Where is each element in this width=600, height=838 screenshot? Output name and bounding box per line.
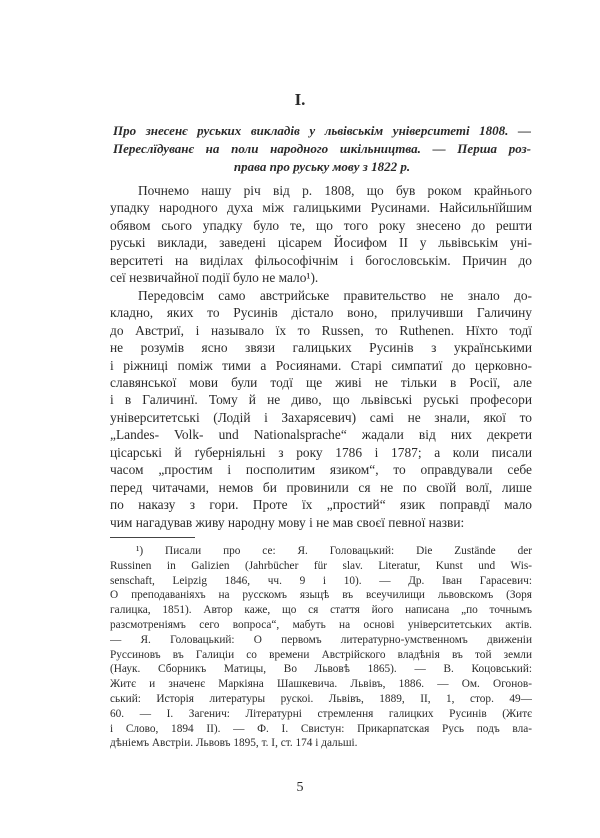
footnote-line: і Слово, 1894 II). — Ф. І. Свистун: Прикарпатская Русь подъ вла- xyxy=(110,722,532,735)
text-line: Передовсім само австрийське правительство не знало до- xyxy=(138,287,532,303)
paragraph xyxy=(110,182,532,287)
footnote-line: senschaft, Leipzig 1846, чч. 9 і 10). — Др. Іван Гарасевич: xyxy=(110,574,532,587)
text-line: до Австриї, і называло їх то Russen, то Ruthenen. Нїхто тодї xyxy=(110,322,532,338)
text-line: чим нагадував живу народну мову і не мав своєї певної назви: xyxy=(110,514,465,530)
paragraph xyxy=(110,287,532,531)
footnote-line: 60. — І. Загенич: Літературні стремлення галицких Русинів (Житє xyxy=(110,707,532,720)
footnote-line: разсмотреніямъ сего вопроса“, мабуть на основі університетських актів. xyxy=(110,618,532,631)
footnote-line: ський: Исторія литературы рускоі. Львівъ, 1889, II, 1, стор. 49— xyxy=(110,692,532,705)
chapter-number: I. xyxy=(294,90,306,109)
heading-line: Про знесенє руських викладів у львівськім університеті 1808. — xyxy=(113,123,531,138)
body-text xyxy=(110,182,532,531)
footnote-line: (Наук. Сборникъ Матицы, Во Львовѣ 1865). — В. Коцовський: xyxy=(110,663,532,676)
text-line: „Landes- Volk- und Nationalsprache“ жадали від них декрети xyxy=(110,427,532,443)
text-line: славянської мови були тодї ще живі не тільки в Росії, але xyxy=(110,374,532,390)
footnote-line: Russinen in Galizien (Jahrbücher für slav. Literatur, Kunst und Wis- xyxy=(110,559,532,572)
text-line: і в Галичинї. Тому й не диво, що львівські руські професори xyxy=(110,392,532,408)
text-line: руські виклади, заведені цісарем Йосифом II у львівськім уні- xyxy=(110,235,532,251)
footnote-line: Житє и значенє Маркіяна Шашкевича. Львівъ, 1886. — Ом. Огонов- xyxy=(110,678,532,691)
text-line: верситеті на виділах фільософічнім і богословськім. Причин до xyxy=(110,252,532,268)
text-line: університетські (Лодій і Захарясевич) самі не знали, якої то xyxy=(110,409,532,425)
heading-line: Переслїдуванє на поли народного шкільництва. — Перша роз- xyxy=(113,141,531,156)
page-number: 5 xyxy=(296,780,304,795)
footnote-line: дѣніемъ Австріи. Львовъ 1895, т. I, ст. 174 і дальші. xyxy=(110,737,358,750)
text-line: Почнемо нашу річ від р. 1808, що був роком крайнього xyxy=(138,183,532,198)
footnote-line: — Я. Головацький: О первомъ литературно-умственномъ движеніи xyxy=(110,633,532,646)
text-line: не розумів ясно звязи галицьких Русинів з українськими xyxy=(110,340,532,356)
text-line: цісарські й ґуберніяльні з року 1786 і 1787; а коли писали xyxy=(110,444,532,460)
text-line: перед читачами, немов би провинили ся не по своїй волї, лише xyxy=(110,479,532,495)
heading-line: права про руську мову з 1822 р. xyxy=(233,159,411,174)
footnote-line: ¹) Писали про се: Я. Головацький: Die Zustände der xyxy=(136,545,532,557)
footnote-divider xyxy=(110,537,195,538)
text-line: по наказу з гори. Проте їх „простий“ язик поправдї мало xyxy=(110,497,532,513)
text-line: і ріжниці поміж тими а Росиянами. Старі симпатиї до церковно- xyxy=(110,357,532,373)
text-line: кладно, яких то Русинів дістало воно, прилучивши Галичину xyxy=(110,305,532,321)
text-line: часом „простим і посполитим язиком“, то оправдували себе xyxy=(110,462,532,478)
text-line: обявом сього упадку було те, що того року знесено до решти xyxy=(110,217,532,233)
chapter-heading xyxy=(113,122,531,176)
text-line: сеї незвичайної події було не мало¹). xyxy=(110,270,319,286)
footnote xyxy=(110,544,532,751)
footnote-line: галицка, 1851). Автор каже, що ся стаття його написана „по точнымъ xyxy=(110,604,532,617)
footnote-line: Руссиновъ въ Галиціи со времени Австрійского владѣнія въ той земли xyxy=(110,648,532,661)
footnote-line: О преподаваніяхъ на русскомъ языцѣ въ всеучилищи львовскомъ (Зоря xyxy=(110,589,532,602)
text-line: упадку народного духа між галицькими Русинами. Найсильнїйшим xyxy=(110,200,532,216)
